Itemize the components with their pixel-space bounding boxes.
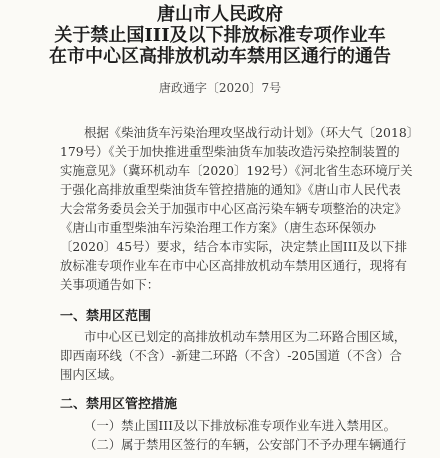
section-line: （一）禁止国III及以下排放标准专项作业车进入禁用区。 — [84, 418, 397, 433]
section-line: 市中心区已划定的高排放机动车禁用区为二环路合围区域， — [84, 329, 407, 344]
body-line: 放标准专项作业车在市中心区高排放机动车禁用区通行，现将有 — [60, 258, 407, 273]
body-line: 实施意见》（冀环机动车〔2020〕192号）《河北省生态环境厅关 — [60, 163, 413, 178]
section-heading-measures: 二、禁用区管控措施 — [60, 397, 178, 412]
body-line: 〔2020〕45号）要求，结合本市实际，决定禁止国III及以下排 — [60, 239, 407, 254]
section-line: 围内区域。 — [60, 367, 122, 382]
body-line: 于强化高排放重型柴油货车管控措施的通知》《唐山市人民代表 — [60, 182, 401, 197]
body-line: 根据《柴油货车污染治理攻坚战行动计划》（环大气〔2018〕 — [84, 125, 420, 140]
issuer-title: 唐山市人民政府 — [157, 4, 283, 25]
notice-title-line-2: 在市中心区高排放机动车禁用区通行的通告 — [49, 46, 391, 67]
section-line: （二）属于禁用区签行的车辆，公安部门不予办理车辆通行 — [84, 437, 407, 452]
body-line: 《唐山市重型柴油车污染治理工作方案》（唐生态环保领办 — [60, 220, 376, 235]
section-line: 即西南环线（不含）-新建二环路（不含）-205国道（不含）合 — [60, 348, 402, 363]
body-line: 179号）《关于加快推进重型柴油货车加装改造污染控制装置的 — [60, 144, 400, 159]
document-number: 唐政通字〔2020〕7号 — [158, 81, 282, 95]
section-heading-scope: 一、禁用区范围 — [60, 309, 152, 324]
notice-title-line-1: 关于禁止国III及以下排放标准专项作业车 — [54, 25, 386, 46]
body-line: 关事项通告如下： — [60, 277, 160, 292]
body-line: 大会常务委员会关于加强市中心区高污染车辆专项整治的决定》 — [60, 201, 407, 216]
